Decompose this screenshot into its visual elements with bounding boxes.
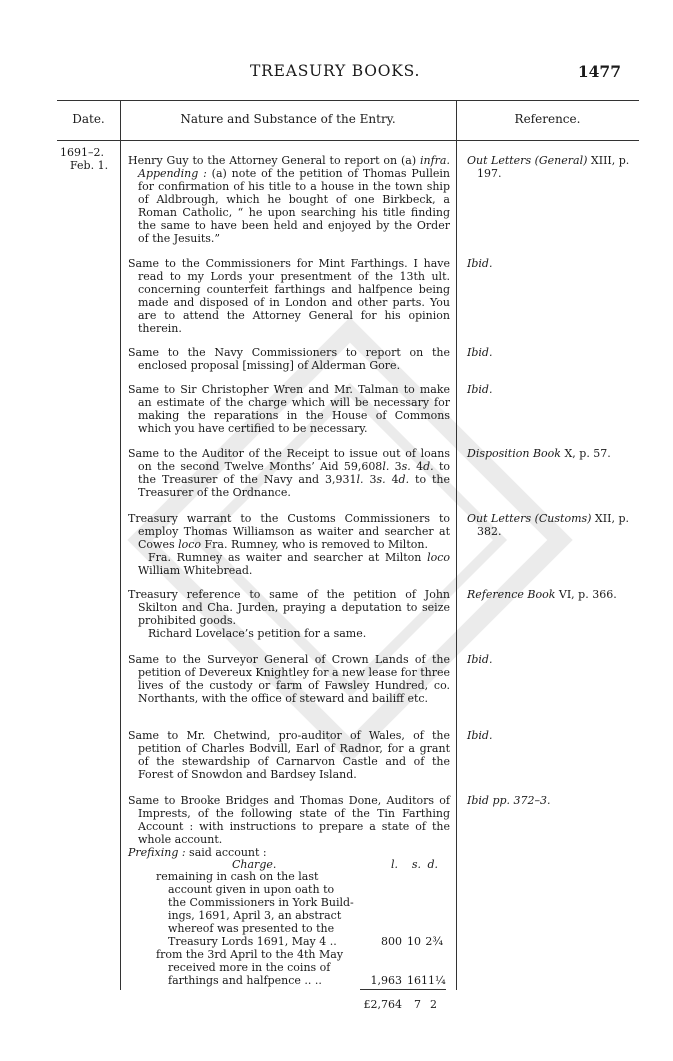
reference-1: Out Letters (General) XIII, p. 197. (467, 154, 630, 180)
row-1-pounds: 800 (381, 935, 402, 948)
total-pence: 2 (430, 998, 437, 1011)
reference-2: Ibid. (467, 257, 493, 270)
entry-5: Same to the Auditor of the Receipt to issue out of loans on the second Twelve Months’ Aid 59,608l. 3s. 4d. to the Treasurer of the Navy and 3,931l. 3s. 4d. to the Treasurer of the Ordnance. (128, 447, 451, 499)
column-header-reference: Reference. (514, 112, 581, 126)
total-shillings: 7 (414, 998, 421, 1011)
reference-9: Ibid. (467, 729, 493, 742)
page-number: 1477 (577, 62, 621, 81)
tin-farthing-account (128, 846, 450, 1016)
column-divider-date (120, 100, 121, 990)
column-header-nature: Nature and Substance of the Entry. (180, 112, 396, 126)
entry-3: Same to the Navy Commissioners to report on the enclosed proposal [missing] of Alderman Gore. (128, 346, 450, 372)
reference-4: Ibid. (467, 383, 493, 396)
entry-6: Treasury warrant to the Customs Commissioners to employ Thomas Williamson as waiter and searcher at Cowes loco Fra. Rumney, who is removed to Milton. Fra. Rumney as waiter and searcher at Milton loco William Whitebread. (128, 512, 450, 577)
account-row-2: from the 3rd April to the 4th May received more in the coins of farthings and halfpence .. .. (156, 948, 344, 987)
date-year: 1691–2. (60, 146, 104, 159)
total-pounds: £2,764 (363, 998, 402, 1011)
entry-9: Same to Mr. Chetwind, pro-auditor of Wales, of the petition of Charles Bodvill, Earl of Radnor, for a grant of the stewardship of Carnarvon Castle and of the Forest of Snowdon and Bardsey Island. (128, 729, 450, 781)
row-2-shillings: 16 (407, 974, 421, 987)
reference-10: Ibid pp. 372–3. (467, 794, 551, 807)
unit-pounds: l. (390, 858, 398, 871)
table-top-rule (57, 100, 639, 101)
reference-6: Out Letters (Customs) XII, p. 382. (467, 512, 629, 538)
page-header (0, 60, 673, 84)
unit-shillings: s. (411, 858, 421, 871)
reference-8: Ibid. (467, 653, 493, 666)
column-divider-reference (456, 100, 457, 990)
entry-2: Same to the Commissioners for Mint Farthings. I have read to my Lords your presentment of the 13th ult. concerning counterfeit farthings and halfpence being made and disposed of in London and other parts. You are to attend the Attorney General for his opinion therein. (128, 257, 450, 335)
row-1-shillings: 10 (407, 935, 421, 948)
total-rule (360, 989, 446, 990)
account-row-1: remaining in cash on the last account given in upon oath to the Commissioners in York Build- ings, 1691, April 3, an abstract whereof was presented to the Treasury Lords 1691, May 4 .. (156, 870, 354, 948)
unit-pence: d. (427, 858, 438, 871)
column-header-date: Date. (72, 112, 105, 126)
row-2-pence: 11¼ (421, 974, 446, 987)
entry-4: Same to Sir Christopher Wren and Mr. Talman to make an estimate of the charge which will be necessary for making the reparations in the House of Commons which you have certified to be necessary. (128, 383, 450, 435)
row-1-pence: 2¾ (425, 935, 443, 948)
charge-heading: Charge. (232, 858, 277, 871)
row-2-pounds: 1,963 (370, 974, 402, 987)
table-header-rule (57, 140, 639, 141)
date-day: Feb. 1. (70, 159, 109, 172)
entry-1: Henry Guy to the Attorney General to report on (a) infra. Appending : (a) note of the petition of Thomas Pullein for confirmation of his title to a house in the town ship of Aldbrough, which he bought of one Birkbeck, a Roman Catholic, “ he upon searching his title finding the same to have been held and enjoyed by the Order of the Jesuits.” (128, 154, 450, 245)
entry-8: Same to the Surveyor General of Crown Lands of the petition of Devereux Knightley for a new lease for three lives of the custody or farm of Fawsley Hundred, co. Northants, with the office of steward and bailiff etc. (128, 653, 451, 705)
entry-7: Treasury reference to same of the petition of John Skilton and Cha. Jurden, praying a deputation to seize prohibited goods. Richard Lovelace’s petition for a same. (128, 588, 450, 640)
reference-3: Ibid. (467, 346, 493, 359)
reference-5: Disposition Book X, p. 57. (467, 447, 611, 460)
reference-7: Reference Book VI, p. 366. (467, 588, 617, 601)
account-prefix: Prefixing : said account : (128, 846, 267, 859)
entry-10: Same to Brooke Bridges and Thomas Done, Auditors of Imprests, of the following state of the Tin Farthing Account : with instructions to prepare a state of the whole account. (128, 794, 450, 846)
page-title: TREASURY BOOKS. (250, 62, 421, 80)
